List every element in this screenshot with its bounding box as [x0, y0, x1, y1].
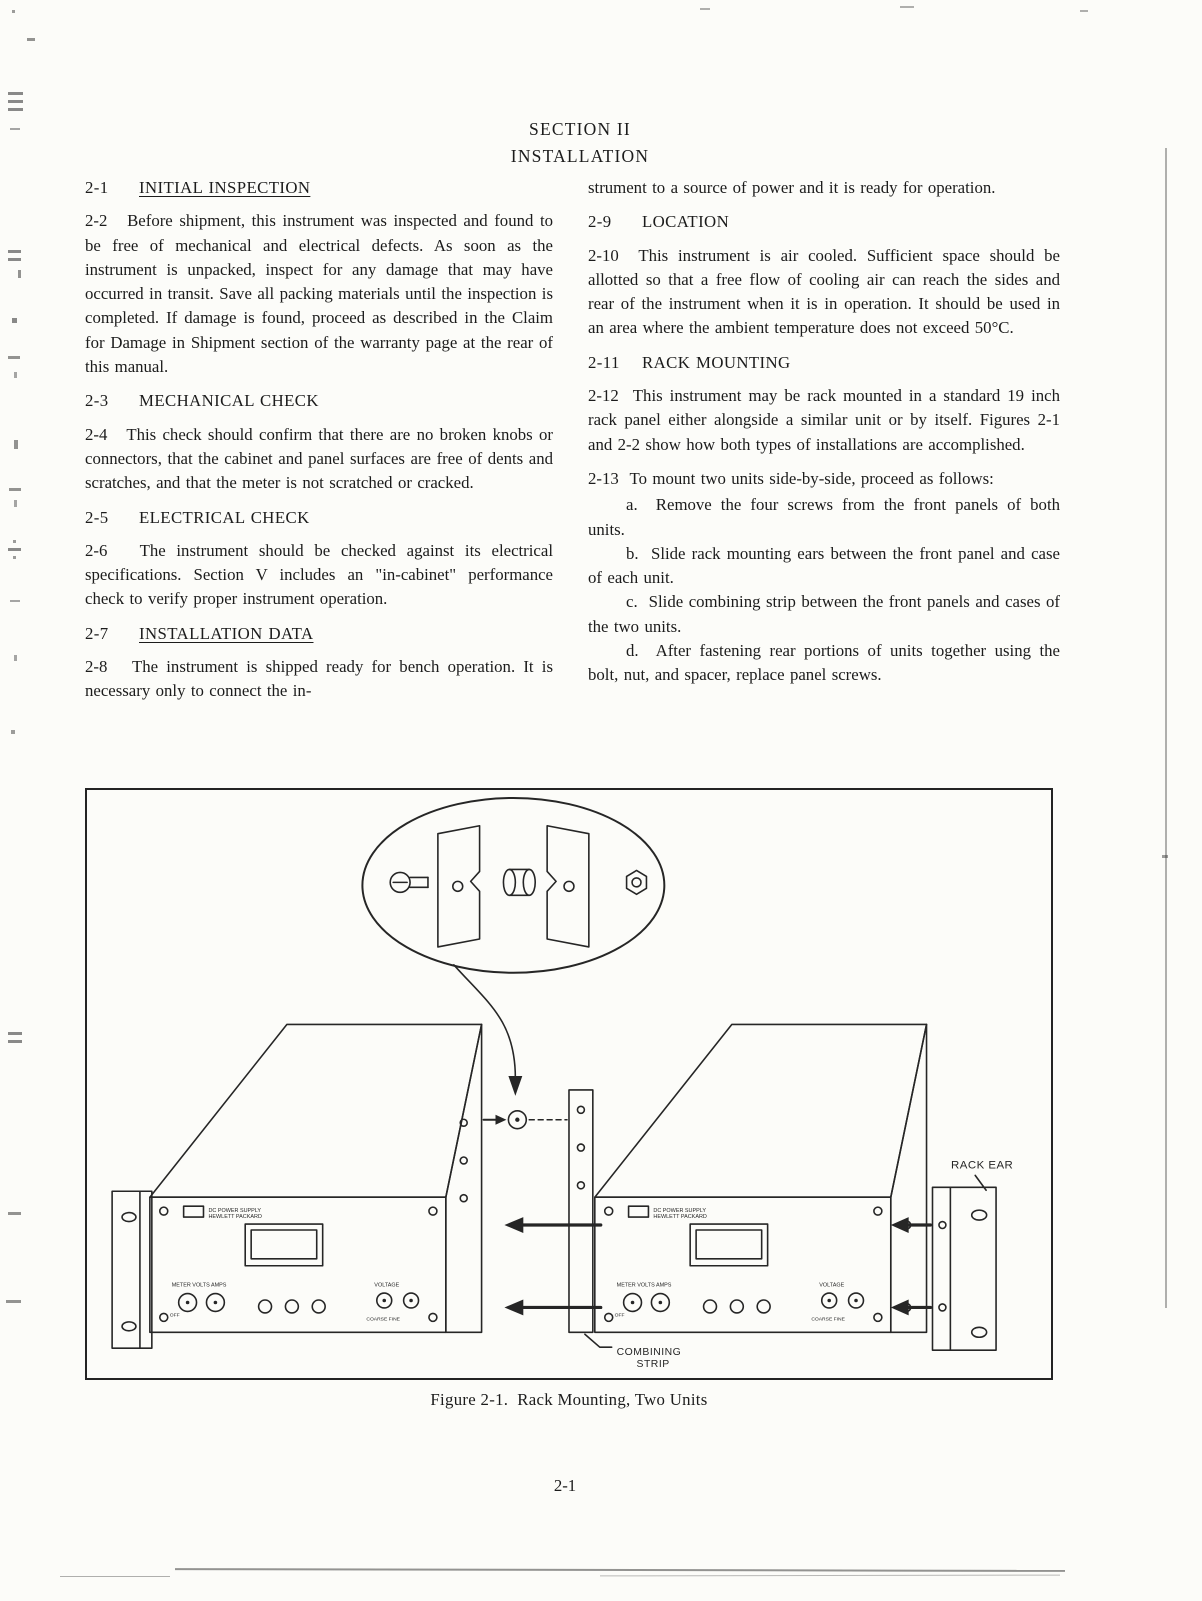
panel-off-text: OFF	[614, 1313, 625, 1319]
heading-title: INITIAL INSPECTION	[139, 178, 311, 197]
panel-brand-text: HEWLETT PACKARD	[653, 1214, 707, 1221]
combining-strip	[569, 1090, 593, 1332]
knob	[259, 1300, 272, 1313]
left-column	[85, 176, 553, 714]
para-2-10: 2-10 This instrument is air cooled. Sufficient space should be allotted so that a free flow of cooling air can reach the sides and rear of the instrument when it is in operation. It should be used in an area where the ambient temperature does not exceed 50°C.	[588, 245, 1060, 338]
right-column	[588, 176, 1060, 688]
left-rack-ear	[112, 1191, 152, 1348]
scan-artifact	[8, 1212, 21, 1215]
scan-artifact	[600, 1575, 1060, 1577]
heading-mechanical-check	[85, 389, 553, 413]
panel-brand-text: DC POWER SUPPLY	[208, 1208, 262, 1215]
right-rack-ear	[932, 1175, 996, 1350]
heading-title: MECHANICAL CHECK	[139, 391, 319, 411]
scan-artifact	[27, 38, 35, 41]
scan-artifact	[700, 8, 710, 10]
panel-meter-text: METER VOLTS AMPS	[616, 1282, 672, 1289]
panel-voltage-text: VOLTAGE	[374, 1282, 400, 1289]
slide-arrows-right	[891, 1217, 931, 1315]
step-d: d. After fastening rear portions of units together using the bolt, nut, and spacer, replace panel screws.	[588, 641, 1060, 685]
scan-artifact	[8, 258, 21, 261]
scan-artifact	[13, 556, 16, 559]
logo-box	[629, 1206, 649, 1217]
scan-artifact	[18, 270, 21, 278]
heading-electrical-check	[85, 506, 553, 530]
heading-title: INSTALLATION DATA	[139, 623, 314, 643]
scan-artifact	[60, 1576, 170, 1577]
bolt-assembly-between-units	[484, 1111, 567, 1129]
scan-artifact	[8, 356, 20, 359]
section-title: SECTION II	[529, 119, 631, 139]
panel-brand-text: HEWLETT PACKARD	[208, 1214, 262, 1221]
scan-artifact	[13, 540, 16, 543]
panel-brand-text: DC POWER SUPPLY	[653, 1208, 707, 1215]
panel-coarse-fine-text: COARSE FINE	[811, 1317, 845, 1323]
knob	[730, 1300, 743, 1313]
knob	[312, 1300, 325, 1313]
heading-number: 2-9	[588, 212, 612, 232]
heading-title: RACK MOUNTING	[642, 352, 791, 372]
left-unit	[112, 1024, 481, 1348]
section-subtitle: INSTALLATION	[510, 146, 650, 166]
para-2-12: 2-12 This instrument may be rack mounted in a standard 19 inch rack panel either alongside a similar unit or by itself. Figures 2-1 and 2-2 show how both types of installations are accomplished.	[588, 386, 1060, 454]
knob	[704, 1300, 717, 1313]
heading-number: 2-7	[85, 623, 109, 643]
scan-artifact	[12, 10, 15, 13]
knob	[285, 1300, 298, 1313]
scan-artifact	[1080, 10, 1088, 12]
panel-off-text: OFF	[169, 1313, 180, 1319]
panel-coarse-fine-text: COARSE FINE	[366, 1317, 400, 1323]
combining-strip-pointer	[585, 1334, 612, 1347]
rack-ear-label: RACK EAR	[951, 1159, 1014, 1172]
plate-hole	[453, 881, 463, 891]
figure-2-1-box	[85, 788, 1053, 1380]
heading-number: 2-1	[85, 178, 109, 197]
panel-voltage-text: VOLTAGE	[819, 1282, 845, 1289]
page-header	[0, 116, 1160, 170]
scan-artifact	[900, 6, 914, 8]
scan-artifact	[14, 440, 18, 449]
scan-artifact	[1162, 855, 1168, 858]
panel-meter-text: METER VOLTS AMPS	[171, 1282, 227, 1289]
slide-arrows-left	[504, 1217, 600, 1315]
scan-artifact	[8, 92, 23, 95]
scan-artifact	[11, 730, 15, 734]
step-a: a. Remove the four screws from the front panels of both units.	[588, 495, 1060, 539]
heading-location	[588, 210, 1060, 234]
knob	[757, 1300, 770, 1313]
scan-artifact	[8, 250, 21, 253]
para-2-6: 2-6 The instrument should be checked against its electrical specifications. Section V includes an "in-cabinet" performance check to verify proper instrument operation.	[85, 540, 553, 609]
scan-artifact	[9, 488, 21, 491]
scan-artifact	[14, 655, 17, 661]
heading-initial-inspection	[85, 176, 553, 200]
heading-number: 2-5	[85, 507, 109, 527]
heading-installation-data	[85, 622, 553, 646]
scan-artifact	[10, 128, 20, 130]
step-c: c. Slide combining strip between the front panels and cases of the two units.	[588, 592, 1060, 636]
para-2-13: 2-13 To mount two units side-by-side, proceed as follows:	[588, 468, 994, 488]
heading-rack-mounting	[588, 351, 1060, 375]
para-2-2: 2-2 Before shipment, this instrument was inspected and found to be free of mechanical and electrical defects. As soon as the instrument is unpacked, inspect for any damage that may have occurred in transit. Save all packing materials until the inspection is completed. If damage is found, proceed as described in the Claim for Damage in Shipment section of the warranty page at the rear of this manual.	[85, 211, 553, 377]
scan-artifact	[6, 1300, 21, 1303]
scan-artifact	[8, 548, 21, 551]
plate-hole	[564, 881, 574, 891]
nut	[627, 870, 647, 894]
scan-artifact	[175, 1568, 1065, 1571]
figure-labels	[170, 1159, 1014, 1370]
step-b: b. Slide rack mounting ears between the front panel and case of each unit.	[588, 543, 1060, 588]
scan-artifact	[8, 1040, 22, 1043]
hardware-detail-balloon	[362, 798, 664, 1096]
scan-artifact	[10, 600, 20, 602]
heading-number: 2-3	[85, 391, 109, 411]
figure-caption: Figure 2-1. Rack Mounting, Two Units	[430, 1390, 708, 1409]
scan-artifact	[14, 372, 17, 378]
combining-strip-label-line1: COMBINING	[616, 1347, 682, 1359]
scan-artifact	[12, 318, 17, 323]
para-2-8-continued: strument to a source of power and it is ready for operation.	[588, 178, 996, 197]
figure-drawing	[87, 790, 1047, 1374]
para-2-4: 2-4 This check should confirm that there are no broken knobs or connectors, that the cabinet and panel surfaces are free of dents and scratches, and that the meter is not scratched or cracked.	[85, 424, 553, 493]
combining-strip-label-line2: STRIP	[636, 1359, 670, 1371]
logo-box	[184, 1206, 204, 1217]
page-number: 2-1	[553, 1476, 577, 1495]
spacer	[503, 869, 515, 895]
scan-artifact	[1165, 148, 1167, 1308]
scan-artifact	[8, 1032, 22, 1035]
heading-number: 2-11	[588, 352, 620, 372]
heading-title: ELECTRICAL CHECK	[139, 507, 310, 527]
scan-artifact	[14, 500, 17, 507]
heading-title: LOCATION	[642, 212, 730, 232]
scan-artifact	[8, 108, 23, 111]
scan-artifact	[8, 100, 23, 103]
para-2-8: 2-8 The instrument is shipped ready for bench operation. It is necessary only to connect the in-	[85, 657, 553, 701]
